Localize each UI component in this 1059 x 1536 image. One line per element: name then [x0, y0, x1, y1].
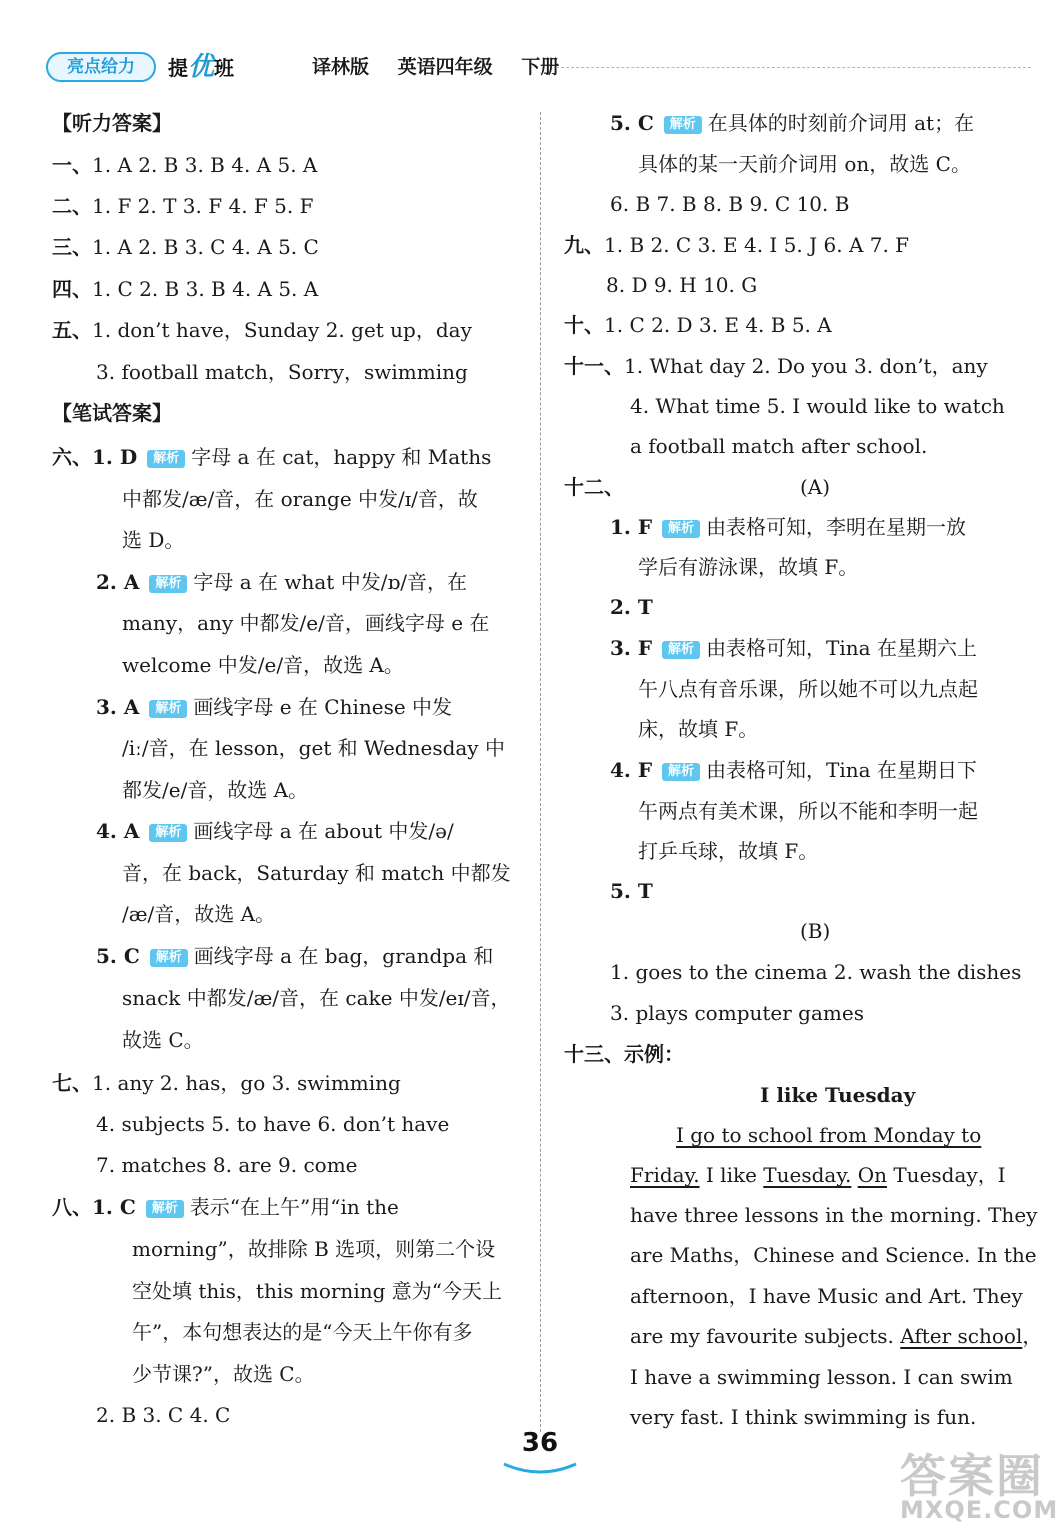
column-divider [540, 112, 541, 1432]
explanation-line: /iː/音，在 lesson，get 和 Wednesday 中 [122, 736, 505, 760]
explanation-line: snack 中都发/æ/音，在 cake 中发/eɪ/音， [122, 986, 511, 1010]
explanation-line: 床，故填 F。 [638, 717, 759, 741]
brand-title: 提优班 [168, 52, 235, 82]
explanation-line: welcome 中发/e/音，故选 A。 [122, 653, 404, 677]
explanation-line: many，any 中都发/e/音，画线字母 e 在 [122, 611, 490, 635]
explanation-line: 音，在 back，Saturday 和 match 中都发 [122, 861, 511, 885]
explanation-line: 选 D。 [122, 528, 185, 552]
analysis-tag: 解析 [662, 520, 700, 538]
analysis-tag: 解析 [662, 763, 700, 781]
answer-row: 十、1. C 2. D 3. E 4. B 5. A [564, 313, 832, 337]
answer-row: 十一、1. What day 2. Do you 3. don’t，any [564, 354, 988, 378]
header-rule [556, 67, 1031, 68]
book-info [312, 52, 581, 82]
part-label: (A) [800, 475, 831, 499]
answer-row: a football match after school. [630, 434, 928, 458]
answer-row: 3. football match，Sorry，swimming [96, 360, 468, 384]
answer-row: 2. A 解析 字母 a 在 what 中发/ɒ/音，在 [96, 570, 467, 594]
watermark [896, 1440, 1059, 1530]
explanation-line: 都发/e/音，故选 A。 [122, 778, 309, 802]
answer-row: 1. F 解析 由表格可知，李明在星期一放 [610, 515, 967, 539]
explanation-line: 打乒乓球，故填 F。 [638, 839, 819, 863]
part-label: (B) [800, 919, 831, 943]
watermark-url: MXQE.COM [900, 1496, 1059, 1524]
analysis-tag: 解析 [149, 700, 187, 718]
page-number-swoosh [500, 1460, 580, 1478]
answer-row: 九、1. B 2. C 3. E 4. I 5. J 6. A 7. F [564, 233, 910, 257]
answer-row: 4. A 解析 画线字母 a 在 about 中发/ə/ [96, 819, 454, 843]
answer-row: 4. F 解析 由表格可知，Tina 在星期日下 [610, 758, 977, 782]
explanation-line: 中都发/æ/音，在 orange 中发/ɪ/音，故 [122, 487, 478, 511]
essay-line: are Maths，Chinese and Science. In the [630, 1243, 1037, 1267]
explanation-line: morning”，故排除 B 选项，则第二个设 [132, 1237, 496, 1261]
brand-badge: 亮点给力 [46, 52, 156, 82]
answer-row: 三、1. A 2. B 3. C 4. A 5. C [52, 235, 319, 259]
listening-heading: 【听力答案】 [52, 111, 172, 135]
analysis-tag: 解析 [149, 575, 187, 593]
answer-row: 3. F 解析 由表格可知，Tina 在星期六上 [610, 636, 977, 660]
explanation-line: 具体的某一天前介词用 on，故选 C。 [638, 152, 971, 176]
explanation-line: 少节课?”，故选 C。 [132, 1362, 315, 1386]
page-number: 36 [521, 1428, 559, 1458]
answer-row: 6. B 7. B 8. B 9. C 10. B [610, 192, 850, 216]
answer-row: 1. goes to the cinema 2. wash the dishes [610, 960, 1022, 984]
section-label: 十三、示例： [564, 1042, 684, 1066]
answer-row: 8. D 9. H 10. G [606, 273, 758, 297]
explanation-line: 午两点有美术课，所以不能和李明一起 [638, 799, 978, 823]
explanation-line: /æ/音，故选 A。 [122, 902, 276, 926]
answer-row: 4. subjects 5. to have 6. don’t have [96, 1112, 450, 1136]
explanation-line: 学后有游泳课，故填 F。 [638, 555, 859, 579]
written-heading: 【笔试答案】 [52, 401, 172, 425]
answer-row: 二、1. F 2. T 3. F 4. F 5. F [52, 194, 314, 218]
analysis-tag: 解析 [664, 116, 702, 134]
answer-row: 3. A 解析 画线字母 e 在 Chinese 中发 [96, 695, 453, 719]
essay-line: afternoon，I have Music and Art. They [630, 1284, 1023, 1308]
answer-row: 八、1. C 解析 表示“在上午”用“in the [52, 1195, 399, 1219]
answer-row: 5. C 解析 在具体的时刻前介词用 at；在 [610, 111, 975, 135]
analysis-tag: 解析 [146, 1200, 184, 1218]
essay-line: I go to school from Monday to [676, 1123, 982, 1147]
answer-row: 4. What time 5. I would like to watch [630, 394, 1005, 418]
explanation-line: 午”，本句想表达的是“今天上午你有多 [132, 1320, 473, 1344]
analysis-tag: 解析 [147, 450, 185, 468]
subject-label: 英语四年级 [397, 56, 493, 78]
essay-line: Friday. I like Tuesday. On Tuesday，I [630, 1163, 1006, 1187]
explanation-line: 空处填 this，this morning 意为“今天上 [132, 1279, 502, 1303]
answer-row: 3. plays computer games [610, 1001, 864, 1025]
answer-row: 2. B 3. C 4. C [96, 1403, 231, 1427]
volume-label: 下册 [521, 56, 560, 78]
answer-row: 5. T [610, 879, 653, 903]
analysis-tag: 解析 [150, 949, 188, 967]
answer-row: 六、1. D 解析 字母 a 在 cat，happy 和 Maths [52, 445, 492, 469]
answer-row: 四、1. C 2. B 3. B 4. A 5. A [52, 277, 319, 301]
essay-line: have three lessons in the morning. They [630, 1203, 1038, 1227]
explanation-line: 午八点有音乐课，所以她不可以九点起 [638, 677, 978, 701]
essay-line: I have a swimming lesson. I can swim [630, 1365, 1013, 1389]
essay-title: I like Tuesday [760, 1083, 916, 1107]
answer-row: 7. matches 8. are 9. come [96, 1153, 358, 1177]
analysis-tag: 解析 [149, 824, 187, 842]
analysis-tag: 解析 [662, 641, 700, 659]
answer-row: 2. T [610, 595, 653, 619]
essay-line: are my favourite subjects. After school， [630, 1324, 1043, 1348]
answer-row: 七、1. any 2. has，go 3. swimming [52, 1071, 401, 1095]
watermark-text: 答案圈 [900, 1449, 1044, 1503]
essay-line: very fast. I think swimming is fun. [630, 1405, 977, 1429]
answer-row: 五、1. don’t have，Sunday 2. get up，day [52, 318, 472, 342]
explanation-line: 故选 C。 [122, 1028, 204, 1052]
answer-row: 5. C 解析 画线字母 a 在 bag，grandpa 和 [96, 944, 494, 968]
answer-row: 一、1. A 2. B 3. B 4. A 5. A [52, 153, 318, 177]
edition-label: 译林版 [312, 56, 370, 78]
page-header [46, 52, 1031, 86]
section-label: 十二、 [564, 475, 624, 499]
